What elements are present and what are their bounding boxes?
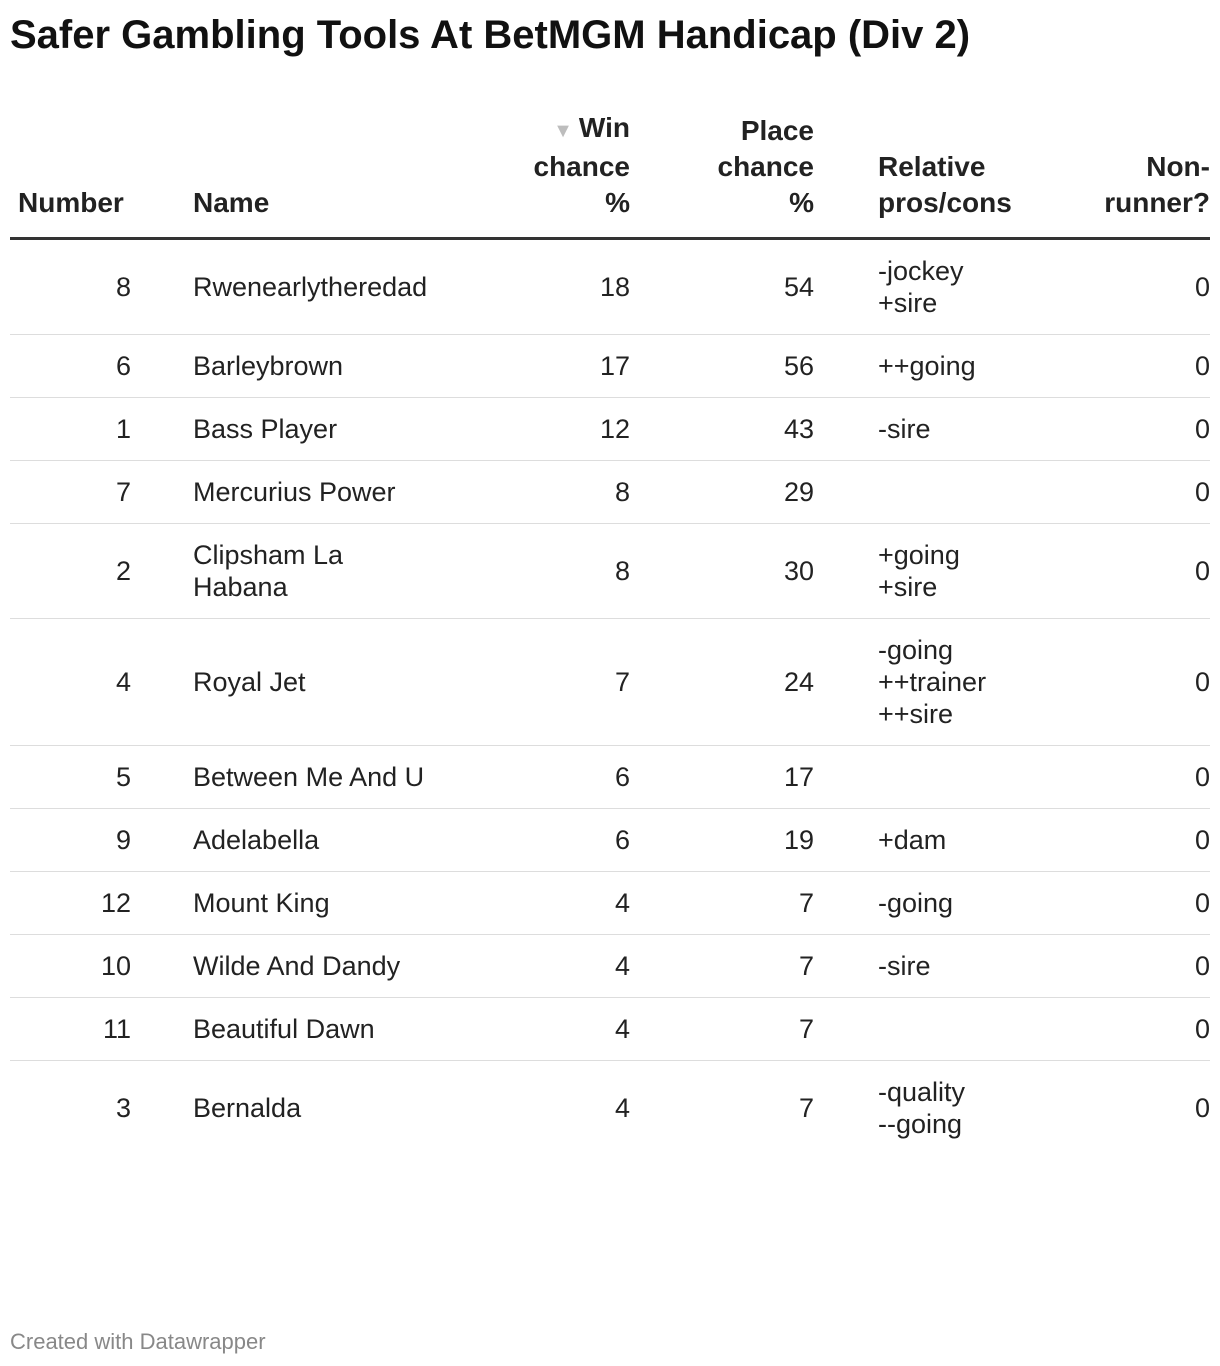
cell-number: 3 <box>115 1093 131 1123</box>
cell-place-chance: 43 <box>630 398 814 461</box>
cell-win-chance: 8 <box>460 524 630 619</box>
cell-name <box>193 524 460 619</box>
cell-pros-cons <box>814 461 1050 524</box>
column-header-label: % <box>789 187 814 218</box>
cell-name <box>193 398 460 461</box>
cell-name <box>193 335 460 398</box>
cell-name <box>193 461 460 524</box>
column-header-text: Win <box>578 112 630 143</box>
cell-non-runner: 0 <box>1050 239 1210 335</box>
cell-number: 4 <box>10 619 193 746</box>
cell-place-chance: 7 <box>630 872 814 935</box>
table-row <box>10 872 1210 935</box>
footer-credit: Created with Datawrapper <box>10 1329 266 1354</box>
column-header-pros-cons[interactable] <box>814 110 1050 239</box>
cell-pros-cons-line: -jockey <box>878 256 964 286</box>
table-row <box>10 461 1210 524</box>
cell-non-runner: 0 <box>1050 398 1210 461</box>
column-header-number[interactable] <box>10 110 193 239</box>
cell-win-chance: 6 <box>460 809 630 872</box>
cell-non-runner: 0 <box>1050 872 1210 935</box>
cell-name <box>193 619 460 746</box>
cell-pros-cons <box>814 619 1050 746</box>
cell-number: 7 <box>10 461 193 524</box>
cell-place-chance: 29 <box>630 461 814 524</box>
cell-non-runner: 0 <box>1050 461 1210 524</box>
cell-name-line: Royal Jet <box>193 667 306 697</box>
column-header-name[interactable] <box>193 110 460 239</box>
cell-place-chance: 30 <box>630 524 814 619</box>
cell-name-line: Wilde And Dandy <box>193 951 401 981</box>
cell-pros-cons <box>814 746 1050 809</box>
cell-win-chance: 7 <box>460 619 630 746</box>
column-header-label: Name <box>193 187 270 218</box>
table-row <box>10 809 1210 872</box>
column-header-label: Place <box>740 115 814 146</box>
cell-name-line: Between Me And U <box>193 762 425 792</box>
cell-pros-cons-line: +sire <box>878 572 938 602</box>
cell-win-chance: 4 <box>614 1093 630 1123</box>
cell-win-chance: 6 <box>460 746 630 809</box>
cell-name <box>193 239 460 335</box>
cell-name-line: Beautiful Dawn <box>193 1014 375 1044</box>
cell-win-chance: 18 <box>460 239 630 335</box>
triangle-down-icon: ▼ <box>553 120 573 142</box>
cell-name <box>193 872 460 935</box>
cell-name-line: Adelabella <box>193 825 320 855</box>
cell-pros-cons-line: +dam <box>878 825 947 855</box>
chart-title: Safer Gambling Tools At BetMGM Handicap (Div 2) <box>10 13 971 57</box>
cell-pros-cons-line: -going <box>878 888 954 918</box>
cell-win-chance: 17 <box>460 335 630 398</box>
cell-name <box>193 935 460 998</box>
column-header-label: chance <box>533 151 630 182</box>
cell-non-runner: 0 <box>1050 335 1210 398</box>
table-row <box>10 619 1210 746</box>
cell-place-chance: 24 <box>630 619 814 746</box>
cell-pros-cons <box>814 998 1050 1061</box>
cell-pros-cons-line: ++sire <box>878 699 954 729</box>
column-header-label: chance <box>717 151 814 182</box>
cell-number: 10 <box>10 935 193 998</box>
cell-pros-cons <box>814 335 1050 398</box>
cell-name-line: Bernalda <box>193 1093 302 1123</box>
cell-pros-cons-line: -quality <box>878 1077 966 1107</box>
cell-pros-cons <box>814 872 1050 935</box>
cell-pros-cons <box>814 935 1050 998</box>
cell-pros-cons-line: --going <box>878 1109 963 1139</box>
cell-non-runner: 0 <box>1050 935 1210 998</box>
cell-win-chance: 8 <box>460 461 630 524</box>
column-header-label: Non- <box>1146 151 1210 182</box>
cell-pros-cons-line: -going <box>878 635 954 665</box>
cell-name <box>193 1061 460 1156</box>
cell-non-runner: 0 <box>1050 619 1210 746</box>
cell-number: 2 <box>10 524 193 619</box>
cell-name-line: Mercurius Power <box>193 477 396 507</box>
cell-number: 11 <box>10 998 193 1061</box>
table-row <box>10 1061 1210 1156</box>
cell-number: 6 <box>10 335 193 398</box>
cell-place-chance: 56 <box>630 335 814 398</box>
cell-place-chance: 7 <box>630 998 814 1061</box>
cell-pros-cons-line: -sire <box>878 414 931 444</box>
cell-pros-cons-line: -sire <box>878 951 931 981</box>
header-row <box>10 110 1210 239</box>
cell-pros-cons-line: ++going <box>878 351 976 381</box>
cell-win-chance: 12 <box>460 398 630 461</box>
table-body <box>10 239 1210 1156</box>
column-header-non-runner[interactable] <box>1050 110 1210 239</box>
cell-name-line: Bass Player <box>193 414 338 444</box>
column-header-label: runner? <box>1104 187 1210 218</box>
cell-name <box>193 746 460 809</box>
table-row <box>10 335 1210 398</box>
cell-place-chance: 19 <box>630 809 814 872</box>
table-row <box>10 239 1210 335</box>
cell-place-chance: 17 <box>630 746 814 809</box>
cell-name <box>193 809 460 872</box>
cell-name-line: Clipsham La <box>193 540 344 570</box>
cell-pros-cons <box>814 398 1050 461</box>
cell-pros-cons <box>814 524 1050 619</box>
cell-place-chance: 7 <box>630 935 814 998</box>
column-header-label: % <box>605 187 630 218</box>
cell-name <box>193 998 460 1061</box>
cell-place-chance: 54 <box>630 239 814 335</box>
column-header-label <box>460 110 630 149</box>
cell-non-runner: 0 <box>1050 998 1210 1061</box>
cell-number: 9 <box>10 809 193 872</box>
cell-pros-cons <box>814 1061 1050 1156</box>
cell-win-chance: 4 <box>460 998 630 1061</box>
table-row <box>10 524 1210 619</box>
cell-name-line: Mount King <box>193 888 330 918</box>
cell-name-line: Barleybrown <box>193 351 344 381</box>
cell-pros-cons-line: +going <box>878 540 960 570</box>
cell-non-runner: 0 <box>1194 1093 1210 1123</box>
table-row <box>10 935 1210 998</box>
cell-name-line: Habana <box>193 572 288 602</box>
runners-table <box>10 110 1210 1155</box>
table-row <box>10 746 1210 809</box>
cell-win-chance: 4 <box>460 935 630 998</box>
column-header-label: Relative <box>878 151 986 182</box>
table-row <box>10 398 1210 461</box>
cell-pros-cons-line: ++trainer <box>878 667 987 697</box>
cell-pros-cons-line: +sire <box>878 288 938 318</box>
cell-non-runner: 0 <box>1050 746 1210 809</box>
cell-win-chance: 4 <box>460 872 630 935</box>
column-header-win-chance[interactable] <box>460 110 630 239</box>
table-row <box>10 998 1210 1061</box>
cell-number: 1 <box>10 398 193 461</box>
column-header-label: pros/cons <box>878 187 1012 218</box>
cell-number: 5 <box>10 746 193 809</box>
cell-non-runner: 0 <box>1050 809 1210 872</box>
cell-name-line: Rwenearlytheredad <box>193 272 428 302</box>
cell-pros-cons <box>814 239 1050 335</box>
column-header-label: Number <box>18 187 124 218</box>
cell-non-runner: 0 <box>1050 524 1210 619</box>
cell-number: 8 <box>10 239 193 335</box>
cell-pros-cons <box>814 809 1050 872</box>
cell-place-chance: 7 <box>798 1093 814 1123</box>
column-header-place-chance[interactable] <box>630 110 814 239</box>
cell-number: 12 <box>10 872 193 935</box>
